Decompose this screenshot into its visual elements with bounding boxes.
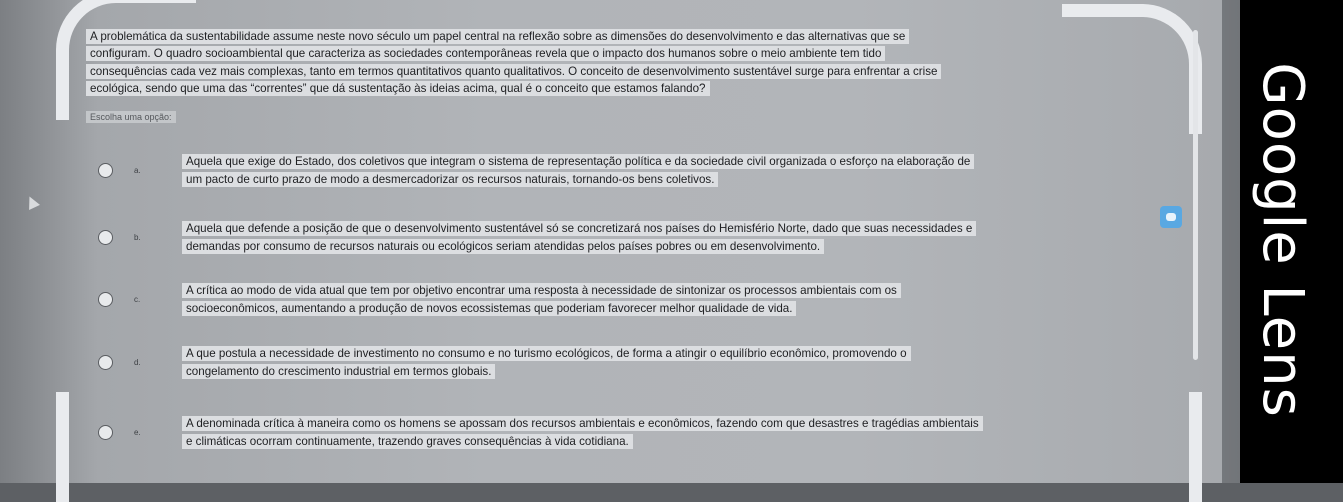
question-text: [86, 28, 1126, 98]
option-line: A que postula a necessidade de investimento no consumo e no turismo ecológicos, de forma a atingir o equilíbrio econômico, promovendo o: [182, 346, 911, 361]
option-text: [182, 153, 1142, 188]
option-line: A crítica ao modo de vida atual que tem por objetivo encontrar uma resposta à necessidade de sintonizar os processos ambientais com os: [182, 283, 901, 298]
lens-frame-corner-top-right: [1062, 4, 1202, 134]
option-c[interactable]: [98, 284, 1138, 330]
option-d[interactable]: [98, 347, 1138, 393]
google-lens-brand: Google Lens: [1250, 62, 1315, 418]
option-line: A denominada crítica à maneira como os homens se apossam dos recursos ambientais e econômicos, fazendo com que desastres e tragédias ambientais: [182, 416, 983, 431]
option-letter: d.: [134, 358, 141, 367]
scrollbar[interactable]: [1193, 30, 1198, 360]
question-line: A problemática da sustentabilidade assume neste novo século um papel central na reflexão sobre as dimensões do desenvolvimento e das alternativas que se: [86, 29, 909, 44]
question-line: ecológica, sendo que uma das “correntes” que dá sustentação às ideias acima, qual é o conceito que estamos falando?: [86, 81, 710, 96]
option-line: demandas por consumo de recursos naturais ou ecológicos seriam atendidas pelos países pobres ou em desenvolvimento.: [182, 239, 824, 254]
option-text: [182, 415, 1142, 450]
option-e[interactable]: [98, 417, 1138, 463]
radio-button-c[interactable]: [98, 292, 113, 307]
option-b[interactable]: [98, 222, 1138, 268]
option-line: um pacto de curto prazo de modo a desmercadorizar os recursos naturais, tornando-os bens coletivos.: [182, 172, 718, 187]
option-letter: c.: [134, 295, 141, 304]
option-letter: e.: [134, 428, 141, 437]
option-a[interactable]: [98, 155, 1138, 201]
radio-button-d[interactable]: [98, 355, 113, 370]
choose-option-prompt: Escolha uma opção:: [86, 111, 176, 123]
lens-frame-corner-top-left: [56, 0, 196, 120]
option-line: Aquela que exige do Estado, dos coletivos que integram o sistema de representação política e da sociedade civil organizada o esforço na elaboração de: [182, 154, 974, 169]
radio-button-b[interactable]: [98, 230, 113, 245]
lens-icon[interactable]: [1160, 206, 1182, 228]
option-letter: a.: [134, 166, 141, 175]
option-line: Aquela que defende a posição de que o desenvolvimento sustentável só se concretizará nos países do Hemisfério Norte, dado que suas necessidades e: [182, 221, 976, 236]
question-line: consequências cada vez mais complexas, tanto em termos quantitativos quanto qualitativos. O conceito de desenvolvimento sustentável surge para enfrentar a crise: [86, 64, 941, 79]
option-line: socioeconômicos, aumentando a produção de novos ecossistemas que poderiam favorecer melhor qualidade de vida.: [182, 301, 796, 316]
question-line: configuram. O quadro socioambiental que caracteriza as sociedades contemporâneas revela que o impacto dos humanos sobre o meio ambiente tem tido: [86, 46, 885, 61]
lens-frame-corner-bottom-right: [1176, 392, 1202, 502]
radio-button-a[interactable]: [98, 163, 113, 178]
option-letter: b.: [134, 233, 141, 242]
option-line: congelamento do crescimento industrial em termos globais.: [182, 364, 495, 379]
option-text: [182, 220, 1142, 255]
option-text: [182, 345, 1142, 380]
option-line: e climáticas ocorram continuamente, trazendo graves consequências à vida cotidiana.: [182, 434, 633, 449]
lens-frame-corner-bottom-left: [56, 392, 126, 502]
option-text: [182, 282, 1142, 317]
